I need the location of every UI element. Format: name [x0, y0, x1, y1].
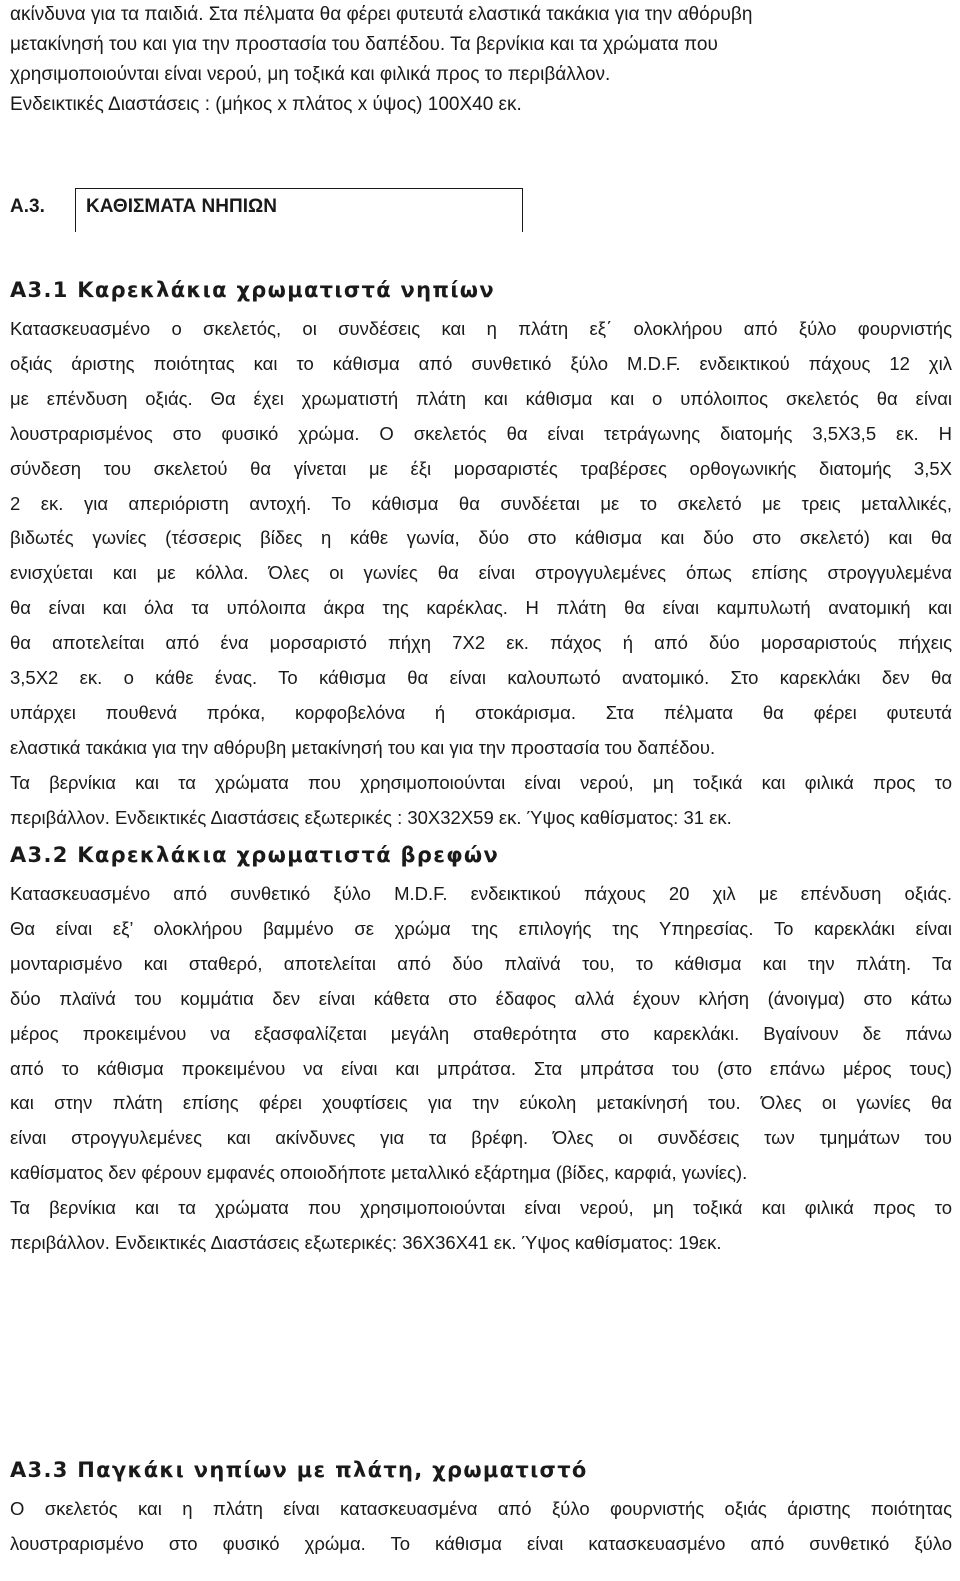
section-body [10, 1492, 952, 1562]
text-line: θα αποτελείται από ένα μορσαριστό πήχη 7Χ2 εκ. πάχος ή από δύο μορσαριστούς πήχεις [10, 632, 952, 654]
text-line: από το κάθισμα προκειμένου να είναι και μπράτσα. Στα μπράτσα του (στο επάνω μέρος τους) [10, 1057, 952, 1079]
text-line: και στην πλάτη επίσης φέρει χουφτίσεις για την εύκολη μετακίνησή του. Όλες οι γωνίες θα [10, 1092, 952, 1114]
text-line: Ενδεικτικές Διαστάσεις : (μήκος x πλάτος x ύψος) 100Χ40 εκ. [10, 94, 522, 115]
section-body [10, 312, 952, 836]
text-line: οξιάς άριστης ποιότητας και το κάθισμα από συνθετικό ξύλο M.D.F. ενδεικτικού πάχους 12 χιλ [10, 352, 952, 374]
text-line: δύο πλαϊνά του κομμάτια δεν είναι κάθετα στο έδαφος αλλά έχουν κλήση (άνοιγμα) στο κάτω [10, 987, 952, 1009]
text-line: μονταρισμένο και σταθερό, αποτελείται από δύο πλαϊνά του, το κάθισμα και την πλάτη. Τα [10, 952, 952, 974]
text-line: με επένδυση οξιάς. Θα έχει χρωματιστή πλάτη και κάθισμα και ο υπόλοιπος σκελετός θα είναι [10, 387, 952, 409]
text-line: καθίσματος δεν φέρουν εμφανές οποιοδήποτε μεταλλικό εξάρτημα (βίδες, καρφιά, γωνίες). [10, 1162, 748, 1184]
category-title: ΚΑΘΙΣΜΑΤΑ ΝΗΠΙΩΝ [86, 196, 277, 217]
text-line: περιβάλλον. Ενδεικτικές Διαστάσεις εξωτερικές : 30Χ32Χ59 εκ. Ύψος καθίσματος: 31 εκ. [10, 806, 732, 828]
text-line: θα είναι και όλα τα υπόλοιπα άκρα της καρέκλας. Η πλάτη θα είναι καμπυλωτή ανατομική και [10, 597, 952, 619]
intro-paragraph [10, 0, 955, 120]
section-heading: Α3.2 Καρεκλάκια χρωματιστά βρεφών [10, 843, 500, 867]
text-line: 2 εκ. για απεριόριστη αντοχή. Το κάθισμα θα συνδέεται με το σκελετό με τρεις μεταλλικές, [10, 492, 952, 514]
text-line: υπάρχει πουθενά πρόκα, κορφοβελόνα ή στοκάρισμα. Στα πέλματα θα φέρει φυτευτά [10, 701, 952, 723]
text-line: ακίνδυνα για τα παιδιά. Στα πέλματα θα φέρει φυτευτά ελαστικά τακάκια για την αθόρυβη [10, 4, 753, 25]
text-line: Κατασκευασμένο ο σκελετός, οι συνδέσεις και η πλάτη εξ΄ ολοκλήρου από ξύλο φουρνιστής [10, 318, 952, 339]
category-number: Α.3. [10, 196, 45, 217]
text-line: ενισχύεται και με κόλλα. Όλες οι γωνίες θα είναι στρογγυλεμένες όπως επίσης στρογγυλεμένα [10, 562, 952, 584]
text-line: 3,5Χ2 εκ. ο κάθε ένας. Το κάθισμα θα είναι καλουπωτό ανατομικό. Στο καρεκλάκι δεν θα [10, 667, 952, 689]
text-line: μέρος προκειμένου να εξασφαλίζεται μεγάλη σταθερότητα στο καρεκλάκι. Βγαίνουν δε πάνω [10, 1022, 952, 1044]
section-heading: Α3.3 Παγκάκι νηπίων με πλάτη, χρωματιστό [10, 1458, 588, 1482]
category-heading [10, 188, 525, 236]
section-heading: Α3.1 Καρεκλάκια χρωματιστά νηπίων [10, 278, 495, 302]
text-line: χρησιμοποιούνται είναι νερού, μη τοξικά και φιλικά προς το περιβάλλον. [10, 64, 611, 85]
text-line: μετακίνησή του και για την προστασία του δαπέδου. Τα βερνίκια και τα χρώματα που [10, 34, 718, 55]
text-line: βιδωτές γωνίες (τέσσερις βίδες η κάθε γωνία, δύο στο κάθισμα και δύο στο σκελετό) και θα [10, 527, 952, 549]
text-line: Κατασκευασμένο από συνθετικό ξύλο M.D.F. ενδεικτικού πάχους 20 χιλ με επένδυση οξιάς. [10, 883, 952, 904]
section-body [10, 877, 952, 1261]
text-line: Ο σκελετός και η πλάτη είναι κατασκευασμένα από ξύλο φουρνιστής οξιάς άριστης ποιότητας [10, 1498, 952, 1519]
text-line: Θα είναι εξ’ ολοκλήρου βαμμένο σε χρώμα της επιλογής της Υπηρεσίας. Το καρεκλάκι είναι [10, 917, 952, 939]
text-line: Τα βερνίκια και τα χρώματα που χρησιμοποιούνται είναι νερού, μη τοξικά και φιλικά προς το [10, 771, 952, 793]
text-line: ελαστικά τακάκια για την αθόρυβη μετακίνησή του και για την προστασία του δαπέδου. [10, 736, 716, 758]
text-line: σύνδεση του σκελετού θα γίνεται με έξι μορσαριστές τραβέρσες ορθογωνικής διατομής 3,5Χ [10, 457, 952, 479]
text-line: Τα βερνίκια και τα χρώματα που χρησιμοποιούνται είναι νερού, μη τοξικά και φιλικά προς το [10, 1197, 952, 1219]
text-line: λουστραρισμένο στο φυσικό χρώμα. Το κάθισμα είναι κατασκευασμένο από συνθετικό ξύλο [10, 1532, 952, 1554]
text-line: περιβάλλον. Ενδεικτικές Διαστάσεις εξωτερικές: 36Χ36Χ41 εκ. Ύψος καθίσματος: 19εκ. [10, 1232, 722, 1254]
text-line: λουστραρισμένος στο φυσικό χρώμα. Ο σκελετός θα είναι τετράγωνης διατομής 3,5Χ3,5 εκ. Η [10, 422, 952, 444]
text-line: είναι στρογγυλεμένες και ακίνδυνες για τα βρέφη. Όλες οι συνδέσεις των τμημάτων του [10, 1127, 952, 1149]
